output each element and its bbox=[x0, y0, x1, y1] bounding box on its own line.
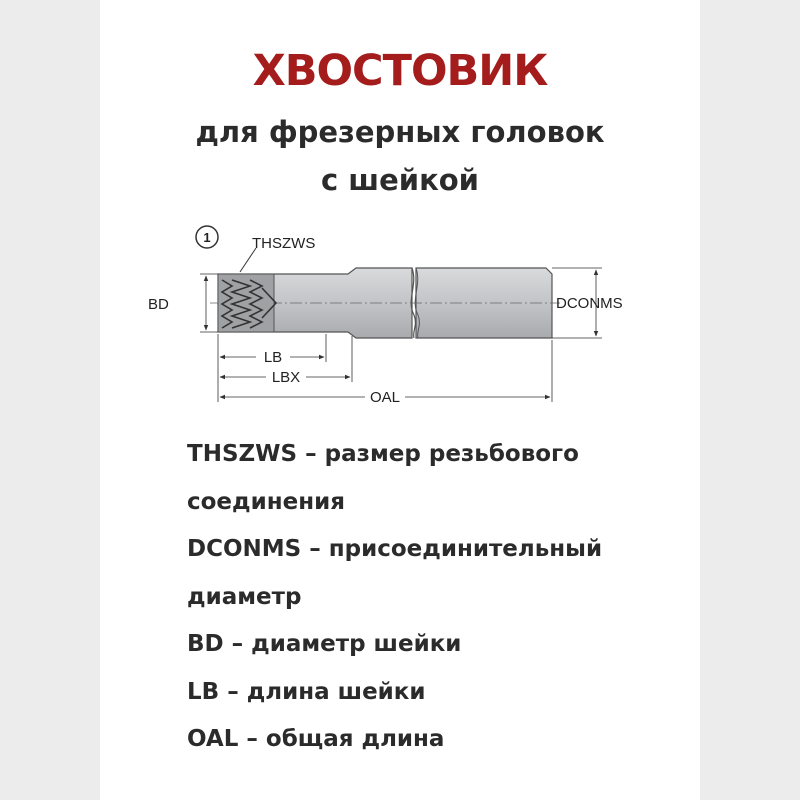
term-bd: BD bbox=[187, 631, 224, 657]
definition-thszws bbox=[187, 436, 707, 484]
label-oal: OAL bbox=[369, 389, 401, 406]
callout-number: 1 bbox=[203, 230, 211, 245]
label-lb: LB bbox=[263, 349, 283, 366]
desc-thszws-1: размер резьбового bbox=[324, 441, 579, 467]
definition-bd bbox=[187, 626, 707, 674]
dimension-oal bbox=[220, 387, 550, 406]
dimension-lb bbox=[220, 347, 324, 366]
definitions-list bbox=[187, 436, 707, 769]
term-oal: OAL bbox=[187, 726, 239, 752]
term-lb: LB bbox=[187, 678, 220, 705]
term-thszws: THSZWS bbox=[187, 441, 298, 467]
definition-oal bbox=[187, 721, 707, 769]
label-lbx: LBX bbox=[271, 369, 301, 386]
separator: – bbox=[223, 631, 252, 657]
definition-dconms-cont bbox=[187, 579, 707, 627]
product-card bbox=[100, 0, 700, 800]
dimension-bd bbox=[148, 274, 218, 332]
desc-thszws-2: соединения bbox=[187, 488, 345, 515]
subtitle-line-2: с шейкой bbox=[321, 163, 479, 197]
desc-dconms-1: присоединительный bbox=[328, 536, 603, 562]
separator: – bbox=[238, 726, 266, 752]
dimension-lbx bbox=[220, 367, 350, 386]
desc-dconms-2: диаметр bbox=[187, 583, 302, 610]
definition-lb bbox=[187, 674, 707, 722]
separator: – bbox=[301, 536, 329, 562]
definition-thszws-cont bbox=[187, 484, 707, 532]
desc-oal: общая длина bbox=[265, 726, 445, 752]
page-title: ХВОСТОВИК bbox=[252, 46, 548, 96]
term-dconms: DCONMS bbox=[187, 536, 302, 562]
label-thszws: THSZWS bbox=[252, 235, 316, 252]
definition-dconms bbox=[187, 531, 707, 579]
thread-section bbox=[218, 248, 276, 332]
shank-diagram bbox=[100, 210, 700, 415]
desc-lb: длина шейки bbox=[246, 678, 426, 705]
subtitle-line-1: для фрезерных головок bbox=[195, 115, 605, 149]
dimension-dconms bbox=[552, 268, 623, 338]
separator: – bbox=[219, 678, 247, 705]
label-dconms: DCONMS bbox=[556, 295, 623, 312]
separator: – bbox=[297, 441, 325, 467]
callout-circle bbox=[196, 226, 218, 248]
desc-bd: диаметр шейки bbox=[251, 631, 462, 657]
label-bd: BD bbox=[148, 296, 169, 313]
